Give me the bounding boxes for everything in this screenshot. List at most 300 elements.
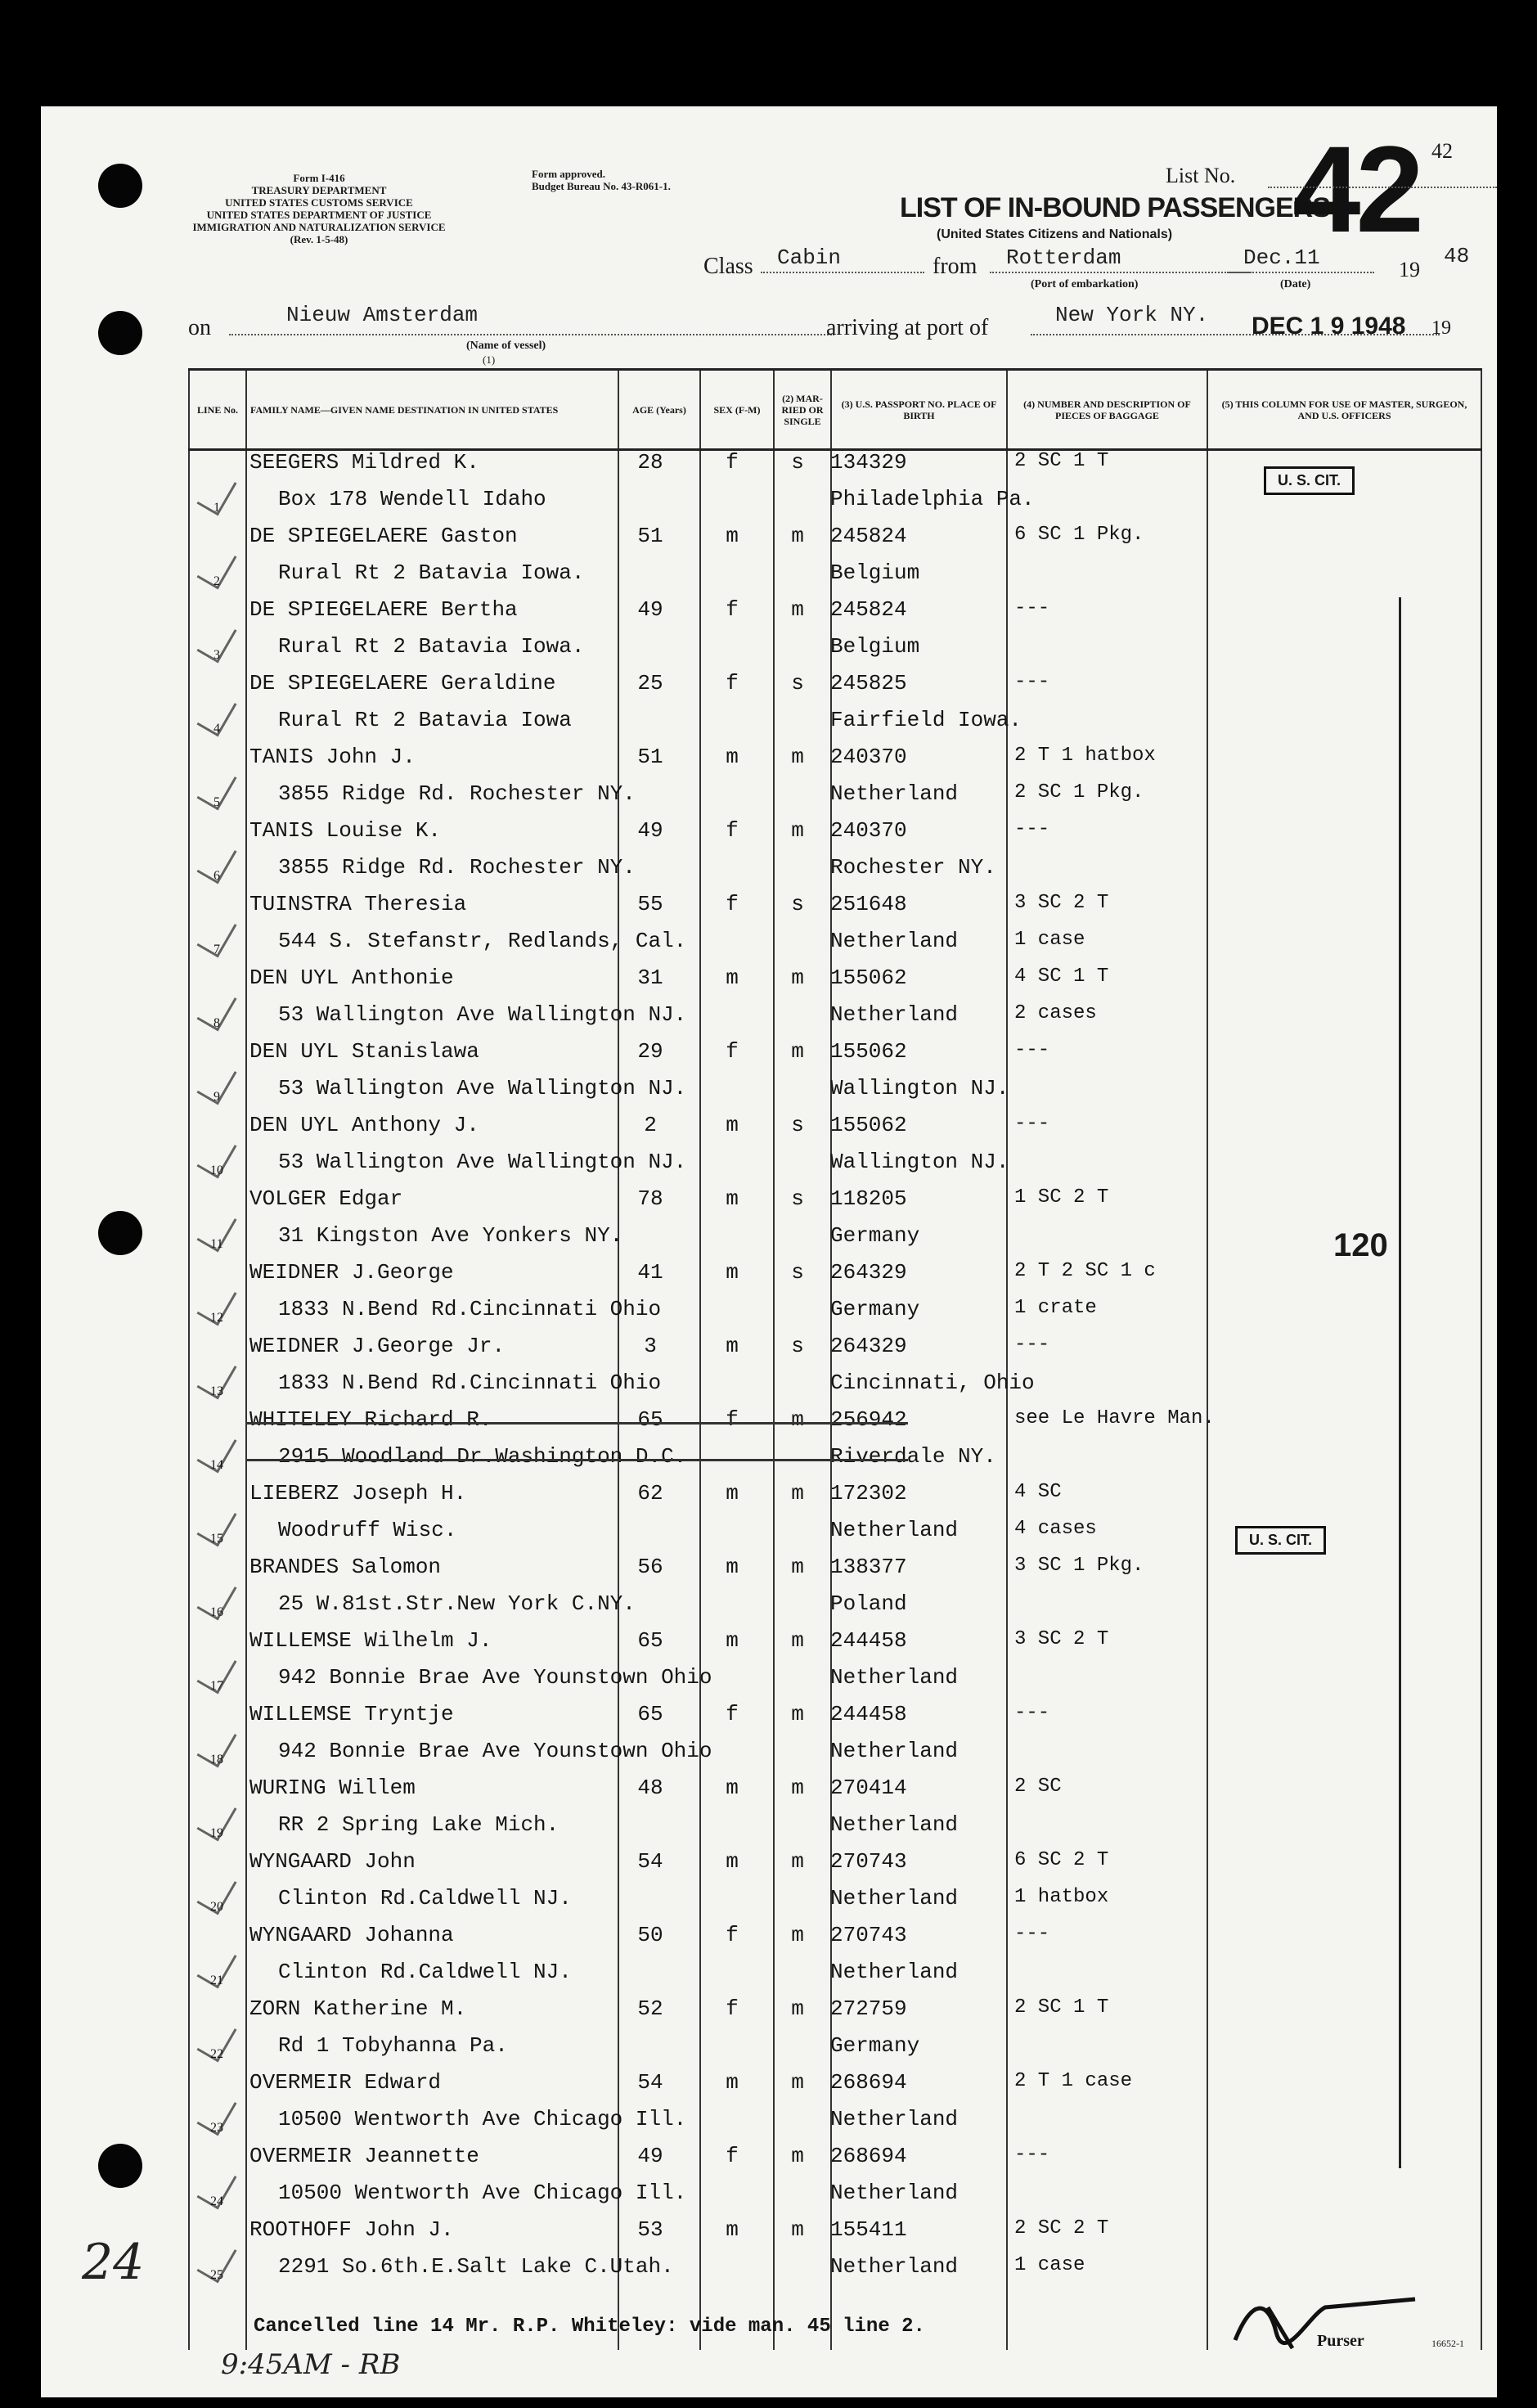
passenger-name: DE SPIEGELAERE Geraldine	[249, 671, 556, 695]
marital-status: m	[791, 1481, 804, 1506]
destination: 53 Wallington Ave Wallington NJ.	[278, 1076, 687, 1100]
marital-status: m	[791, 597, 804, 622]
passenger-sex: m	[726, 1481, 739, 1506]
baggage-extra	[1014, 1076, 1252, 1113]
passport-number: 118205	[830, 1186, 907, 1211]
passport-number: 240370	[830, 818, 907, 843]
passenger-sex: m	[726, 1628, 739, 1653]
passenger-name: SEEGERS Mildred K.	[249, 450, 479, 475]
line-number: 1	[213, 501, 220, 515]
marital-status: s	[791, 450, 804, 475]
passenger-name: DEN UYL Stanislawa	[249, 1039, 479, 1064]
baggage: 3 SC 2 T	[1014, 1628, 1109, 1650]
passenger-name: OVERMEIR Edward	[249, 2070, 442, 2095]
baggage: 1 SC 2 T	[1014, 1186, 1109, 1209]
baggage: ---	[1014, 1039, 1050, 1061]
destination: RR 2 Spring Lake Mich.	[278, 1812, 560, 1837]
place-of-birth: Netherland	[830, 2181, 959, 2205]
marital-status: s	[791, 892, 804, 916]
passport-number: 251648	[830, 892, 907, 916]
passenger-sex: m	[726, 965, 739, 990]
destination: Rd 1 Tobyhanna Pa.	[278, 2033, 508, 2058]
punch-hole	[98, 311, 142, 355]
baggage-extra	[1014, 1444, 1252, 1481]
baggage: ---	[1014, 671, 1050, 693]
passenger-count: 120	[1333, 1227, 1388, 1263]
passenger-sex: f	[726, 2144, 739, 2168]
marital-status: m	[791, 965, 804, 990]
table-row	[188, 1702, 1481, 1776]
line-number: 7	[213, 943, 220, 956]
table-row	[188, 671, 1481, 745]
baggage: 3 SC 1 Pkg.	[1014, 1555, 1144, 1577]
baggage-extra	[1014, 2033, 1252, 2070]
baggage-extra	[1014, 708, 1252, 745]
col-sex: SEX (F-M)	[700, 370, 774, 450]
table-row	[188, 1113, 1481, 1186]
passenger-sex: m	[726, 1260, 739, 1285]
passenger-age: 49	[637, 2144, 663, 2168]
punch-hole	[98, 164, 142, 208]
passport-number: 245825	[830, 671, 907, 695]
baggage-extra	[1014, 1223, 1252, 1260]
col-line: LINE No.	[189, 370, 246, 450]
arriving-label: arriving at port of	[826, 315, 989, 340]
arrival-date-stamp: DEC 1 9 1948	[1252, 313, 1406, 340]
baggage-extra	[1014, 1150, 1252, 1186]
list-subtitle: (United States Citizens and Nationals)	[937, 227, 1173, 241]
place-of-birth: Netherland	[830, 1002, 959, 1027]
place-of-birth: Germany	[830, 1297, 920, 1321]
place-of-birth: Netherland	[830, 781, 959, 806]
baggage: ---	[1014, 1113, 1050, 1135]
destination: 1833 N.Bend Rd.Cincinnati Ohio	[278, 1297, 662, 1321]
passenger-sex: f	[726, 450, 739, 475]
table-row	[188, 597, 1481, 671]
passenger-age: 52	[637, 1996, 663, 2021]
baggage: ---	[1014, 597, 1050, 619]
passenger-name: VOLGER Edgar	[249, 1186, 403, 1211]
passport-number: 134329	[830, 450, 907, 475]
passenger-age: 62	[637, 1481, 663, 1506]
place-of-birth: Cincinnati, Ohio	[830, 1371, 1035, 1395]
destination: 3855 Ridge Rd. Rochester NY.	[278, 855, 636, 880]
line-number: 12	[210, 1311, 223, 1325]
passenger-name: WYNGAARD John	[249, 1849, 416, 1874]
passport-number: 245824	[830, 597, 907, 622]
table-row	[188, 1923, 1481, 1996]
passenger-age: 53	[637, 2217, 663, 2242]
destination: 2915 Woodland Dr.Washington D.C.	[278, 1444, 687, 1469]
place-of-birth: Poland	[830, 1591, 907, 1616]
passenger-age: 54	[637, 1849, 663, 1874]
baggage-extra: 1 case	[1014, 2254, 1085, 2276]
destination: Clinton Rd.Caldwell NJ.	[278, 1960, 572, 1984]
passenger-sex: m	[726, 745, 739, 769]
passport-number: 256942	[830, 1407, 907, 1432]
vessel-column-number: (1)	[483, 353, 496, 366]
baggage-extra	[1014, 1665, 1252, 1702]
place-of-birth: Netherland	[830, 1518, 959, 1542]
table-row	[188, 2217, 1481, 2291]
passport-number: 155062	[830, 1039, 907, 1064]
place-of-birth: Germany	[830, 2033, 920, 2058]
passenger-age: 56	[637, 1555, 663, 1579]
table-row	[188, 2070, 1481, 2144]
marital-status: m	[791, 1039, 804, 1064]
passenger-age: 25	[637, 671, 663, 695]
line-number: 4	[213, 722, 220, 736]
passenger-sex: f	[726, 671, 739, 695]
baggage: 2 T 1 case	[1014, 2070, 1133, 2092]
destination: Rural Rt 2 Batavia Iowa.	[278, 560, 585, 585]
baggage: ---	[1014, 2144, 1050, 2166]
baggage: 4 SC	[1014, 1481, 1062, 1503]
baggage: ---	[1014, 1923, 1050, 1945]
passenger-name: ZORN Katherine M.	[249, 1996, 467, 2021]
list-no-label: List No.	[1166, 164, 1236, 187]
destination: 942 Bonnie Brae Ave Younstown Ohio	[278, 1739, 712, 1763]
table-row	[188, 1334, 1481, 1407]
baggage-extra	[1014, 2181, 1252, 2217]
line-number: 13	[210, 1384, 223, 1398]
baggage: ---	[1014, 818, 1050, 840]
table-row	[188, 1776, 1481, 1849]
passenger-name: WURING Willem	[249, 1776, 416, 1800]
passport-number: 272759	[830, 1996, 907, 2021]
table-row	[188, 1039, 1481, 1113]
vessel-caption: (Name of vessel)	[466, 340, 546, 352]
passenger-age: 65	[637, 1702, 663, 1726]
destination: 942 Bonnie Brae Ave Younstown Ohio	[278, 1665, 712, 1690]
vessel-name: Nieuw Amsterdam	[286, 303, 479, 327]
destination: 1833 N.Bend Rd.Cincinnati Ohio	[278, 1371, 662, 1395]
manifest-page	[41, 106, 1497, 2397]
form-approved: Form approved.	[532, 168, 606, 180]
line-number: 19	[210, 1826, 223, 1840]
marital-status: m	[791, 2144, 804, 2168]
passport-number: 240370	[830, 745, 907, 769]
baggage: 6 SC 1 Pkg.	[1014, 524, 1144, 546]
passenger-age: 49	[637, 597, 663, 622]
date-value: Dec.11	[1243, 245, 1320, 270]
col-passport: (3) U.S. PASSPORT NO. PLACE OF BIRTH	[831, 370, 1007, 450]
baggage: 2 T 1 hatbox	[1014, 745, 1156, 767]
destination: 10500 Wentworth Ave Chicago Ill.	[278, 2107, 687, 2131]
purser-label: Purser	[1317, 2332, 1364, 2350]
place-of-birth: Riverdale NY.	[830, 1444, 996, 1469]
purser-signature	[1219, 2283, 1431, 2356]
line-number: 20	[210, 1900, 223, 1914]
marital-status: s	[791, 1334, 804, 1358]
passenger-sex: m	[726, 1776, 739, 1800]
form-number: Form I-416	[293, 172, 345, 184]
passenger-name: LIEBERZ Joseph H.	[249, 1481, 467, 1506]
passenger-name: WHITELEY Richard R.	[249, 1407, 492, 1432]
passport-number: 270743	[830, 1849, 907, 1874]
on-label: on	[188, 315, 211, 340]
table-row	[188, 1996, 1481, 2070]
passenger-sex: m	[726, 1334, 739, 1358]
passport-number: 268694	[830, 2070, 907, 2095]
passenger-rows	[188, 450, 1481, 2291]
passenger-name: ROOTHOFF John J.	[249, 2217, 454, 2242]
margin-note: 24	[82, 2234, 145, 2291]
passport-number: 270414	[830, 1776, 907, 1800]
table-row	[188, 1555, 1481, 1628]
place-of-birth: Fairfield Iowa.	[830, 708, 1022, 732]
passenger-age: 51	[637, 524, 663, 548]
customs-label: UNITED STATES CUSTOMS SERVICE	[225, 196, 413, 209]
passport-number: 245824	[830, 524, 907, 548]
marital-status: s	[791, 1113, 804, 1137]
baggage-extra	[1014, 855, 1252, 892]
passenger-sex: m	[726, 2070, 739, 2095]
col-age: AGE (Years)	[618, 370, 700, 450]
marital-status: m	[791, 745, 804, 769]
marital-status: m	[791, 1776, 804, 1800]
baggage-extra	[1014, 560, 1252, 597]
line-number: 21	[210, 1974, 223, 1987]
line-number: 18	[210, 1753, 223, 1767]
destination: 544 S. Stefanstr, Redlands, Cal.	[278, 929, 687, 953]
punch-hole	[98, 1211, 142, 1255]
passport-number: 244458	[830, 1628, 907, 1653]
baggage: 6 SC 2 T	[1014, 1849, 1109, 1871]
passenger-sex: f	[726, 1702, 739, 1726]
marital-status: m	[791, 1407, 804, 1432]
punch-hole	[98, 2144, 142, 2188]
marital-status: m	[791, 1849, 804, 1874]
passenger-sex: f	[726, 1923, 739, 1947]
baggage-extra	[1014, 1371, 1252, 1407]
line-number: 15	[210, 1532, 223, 1546]
us-citizen-stamp: U. S. CIT.	[1264, 466, 1355, 495]
destination: 3855 Ridge Rd. Rochester NY.	[278, 781, 636, 806]
marital-status: s	[791, 1260, 804, 1285]
bottom-handwriting: 9:45AM - RB	[221, 2348, 401, 2381]
destination: 53 Wallington Ave Wallington NJ.	[278, 1002, 687, 1027]
baggage-extra: 2 SC 1 Pkg.	[1014, 781, 1144, 803]
place-of-birth: Netherland	[830, 929, 959, 953]
passenger-age: 28	[637, 450, 663, 475]
baggage: ---	[1014, 1334, 1050, 1356]
baggage: ---	[1014, 1702, 1050, 1724]
table-row	[188, 524, 1481, 597]
passport-number: 155411	[830, 2217, 907, 2242]
marital-status: m	[791, 2070, 804, 2095]
passport-number: 264329	[830, 1260, 907, 1285]
table-row	[188, 1407, 1481, 1481]
destination: 25 W.81st.Str.New York C.NY.	[278, 1591, 636, 1616]
table-row	[188, 1628, 1481, 1702]
budget-number: Budget Bureau No. 43-R061-1.	[532, 180, 671, 192]
line-number: 2	[213, 574, 220, 588]
destination: Rural Rt 2 Batavia Iowa	[278, 708, 572, 732]
baggage-extra: 4 cases	[1014, 1518, 1097, 1540]
line-number: 9	[213, 1090, 220, 1104]
col-name: FAMILY NAME—GIVEN NAME DESTINATION IN UNITED STATES	[246, 370, 618, 450]
line-number: 10	[210, 1163, 223, 1177]
passport-number: 264329	[830, 1334, 907, 1358]
revision-label: (Rev. 1-5-48)	[290, 233, 348, 245]
place-of-birth: Belgium	[830, 634, 920, 659]
from-value: Rotterdam	[1006, 245, 1121, 270]
baggage-extra	[1014, 1812, 1252, 1849]
list-title: LIST OF IN-BOUND PASSENGERS	[900, 192, 1330, 223]
baggage: 2 SC	[1014, 1776, 1062, 1798]
passenger-sex: f	[726, 892, 739, 916]
list-no-suffix: 42	[1431, 139, 1453, 163]
year-prefix: 19	[1399, 258, 1420, 281]
baggage-extra: 1 crate	[1014, 1297, 1097, 1319]
justice-label: UNITED STATES DEPARTMENT OF JUSTICE	[206, 209, 432, 221]
passport-number: 155062	[830, 1113, 907, 1137]
passenger-sex: m	[726, 1555, 739, 1579]
marital-status: m	[791, 1996, 804, 2021]
port-caption: (Port of embarkation)	[1031, 278, 1139, 290]
marital-status: m	[791, 1555, 804, 1579]
passenger-age: 2	[644, 1113, 657, 1137]
passenger-name: WYNGAARD Johanna	[249, 1923, 454, 1947]
baggage-extra: 1 hatbox	[1014, 1886, 1109, 1908]
passenger-age: 50	[637, 1923, 663, 1947]
passport-number: 268694	[830, 2144, 907, 2168]
passenger-sex: f	[726, 597, 739, 622]
col-baggage: (4) NUMBER AND DESCRIPTION OF PIECES OF BAGGAGE	[1007, 370, 1207, 450]
passenger-sex: f	[726, 1996, 739, 2021]
year-suffix: 48	[1444, 244, 1470, 268]
table-row	[188, 965, 1481, 1039]
passenger-name: DE SPIEGELAERE Bertha	[249, 597, 518, 622]
from-label: from	[933, 254, 977, 279]
line-number: 22	[210, 2047, 223, 2061]
passenger-name: BRANDES Salomon	[249, 1555, 442, 1579]
line-number: 11	[210, 1237, 223, 1251]
us-citizen-stamp: U. S. CIT.	[1235, 1526, 1326, 1555]
place-of-birth: Wallington NJ.	[830, 1076, 1009, 1100]
passenger-age: 48	[637, 1776, 663, 1800]
baggage: 2 SC 1 T	[1014, 450, 1109, 472]
passenger-age: 65	[637, 1407, 663, 1432]
line-number: 24	[210, 2194, 223, 2208]
destination: 53 Wallington Ave Wallington NJ.	[278, 1150, 687, 1174]
line-number: 23	[210, 2121, 223, 2135]
passenger-age: 41	[637, 1260, 663, 1285]
passenger-sex: m	[726, 2217, 739, 2242]
list-number: 42	[1292, 120, 1419, 258]
passenger-name: OVERMEIR Jeannette	[249, 2144, 479, 2168]
baggage: 2 SC 2 T	[1014, 2217, 1109, 2239]
place-of-birth: Netherland	[830, 1739, 959, 1763]
marital-status: s	[791, 1186, 804, 1211]
table-row	[188, 1849, 1481, 1923]
place-of-birth: Philadelphia Pa.	[830, 487, 1035, 511]
passport-number: 155062	[830, 965, 907, 990]
line-number: 8	[213, 1016, 220, 1030]
destination: Box 178 Wendell Idaho	[278, 487, 546, 511]
passenger-age: 51	[637, 745, 663, 769]
baggage-extra: 1 case	[1014, 929, 1085, 951]
place-of-birth: Belgium	[830, 560, 920, 585]
baggage: 4 SC 1 T	[1014, 965, 1109, 988]
baggage: see Le Havre Man.	[1014, 1407, 1215, 1429]
destination: 2291 So.6th.E.Salt Lake C.Utah.	[278, 2254, 674, 2279]
passenger-sex: f	[726, 1407, 739, 1432]
baggage-extra	[1014, 2107, 1252, 2144]
baggage-extra	[1014, 487, 1252, 524]
line-number: 3	[213, 648, 220, 662]
passenger-name: DE SPIEGELAERE Gaston	[249, 524, 518, 548]
passenger-name: TANIS John J.	[249, 745, 416, 769]
baggage-extra	[1014, 1960, 1252, 1996]
marital-status: m	[791, 1923, 804, 1947]
passenger-sex: m	[726, 524, 739, 548]
table-row	[188, 818, 1481, 892]
place-of-birth: Netherland	[830, 1886, 959, 1911]
passenger-age: 54	[637, 2070, 663, 2095]
marital-status: m	[791, 818, 804, 843]
arrival-year-prefix: 19	[1431, 317, 1451, 339]
table-row	[188, 892, 1481, 965]
table-row	[188, 1186, 1481, 1260]
officer-bracket-line	[1399, 597, 1401, 2168]
place-of-birth: Germany	[830, 1223, 920, 1248]
marital-status: m	[791, 2217, 804, 2242]
table-row	[188, 1260, 1481, 1334]
passport-number: 138377	[830, 1555, 907, 1579]
table-row	[188, 745, 1481, 818]
class-value: Cabin	[777, 245, 842, 270]
passenger-sex: f	[726, 1039, 739, 1064]
cancellation-note: Cancelled line 14 Mr. R.P. Whiteley: vide man. 45 line 2.	[254, 2316, 925, 2338]
form-agencies	[155, 172, 483, 245]
passport-number: 172302	[830, 1481, 907, 1506]
passenger-sex: m	[726, 1113, 739, 1137]
ins-label: IMMIGRATION AND NATURALIZATION SERVICE	[192, 221, 446, 233]
line-number: 25	[210, 2268, 223, 2282]
place-of-birth: Netherland	[830, 2254, 959, 2279]
date-caption: (Date)	[1280, 278, 1311, 290]
passenger-age: 3	[644, 1334, 657, 1358]
passenger-age: 78	[637, 1186, 663, 1211]
passport-number: 244458	[830, 1702, 907, 1726]
place-of-birth: Wallington NJ.	[830, 1150, 1009, 1174]
passenger-sex: f	[726, 818, 739, 843]
form-code: 16652-1	[1431, 2338, 1464, 2349]
passenger-name: WEIDNER J.George	[249, 1260, 454, 1285]
destination: Woodruff Wisc.	[278, 1518, 457, 1542]
place-of-birth: Netherland	[830, 2107, 959, 2131]
passenger-age: 49	[637, 818, 663, 843]
passenger-sex: m	[726, 1186, 739, 1211]
passport-number: 270743	[830, 1923, 907, 1947]
destination: Clinton Rd.Caldwell NJ.	[278, 1886, 572, 1911]
passenger-name: TUINSTRA Theresia	[249, 892, 467, 916]
place-of-birth: Netherland	[830, 1665, 959, 1690]
place-of-birth: Netherland	[830, 1960, 959, 1984]
treasury-label: TREASURY DEPARTMENT	[251, 184, 387, 196]
marital-status: m	[791, 524, 804, 548]
arrival-port: New York NY.	[1055, 303, 1209, 327]
place-of-birth: Rochester NY.	[830, 855, 996, 880]
marital-status: m	[791, 1702, 804, 1726]
passenger-age: 31	[637, 965, 663, 990]
baggage: 2 T 2 SC 1 c	[1014, 1260, 1156, 1282]
marital-status: s	[791, 671, 804, 695]
line-number: 17	[210, 1679, 223, 1693]
passenger-age: 65	[637, 1628, 663, 1653]
